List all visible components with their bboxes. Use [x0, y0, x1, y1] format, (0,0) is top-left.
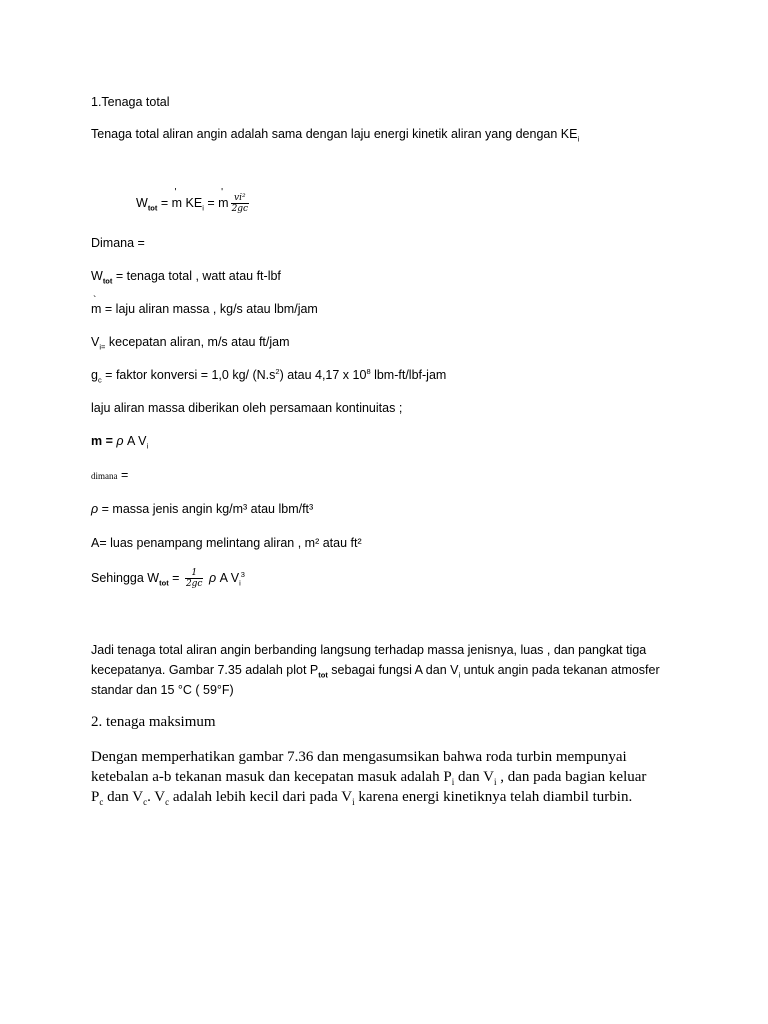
formula-m: m = ρ A $V_i$: [91, 434, 149, 451]
paragraph-jadi: Jadi tenaga total aliran angin berbanding langsung terhadap massa jenisnya, luas , dan pangkat tiga kecepatanya. Gambar 7.35 adalah plot $P_{tot}$ sebagai fungsi A dan $V_i$ untuk angin pada tekanan atmosfer standar dan 15 °C ( 59°F): [91, 643, 660, 697]
formula-sehingga: Sehingga $W_{tot}$ = $\frac{1}{2gc}$ ρ A $V_i^3$: [91, 568, 245, 590]
definition-m: ` m = laju aliran massa , kg/s atau lbm/jam: [91, 302, 318, 317]
m-dot-symbol: ` m: [91, 302, 101, 317]
definition-rho: ρ = massa jenis angin kg/m³ atau lbm/ft³: [91, 502, 314, 516]
fraction-1-2gc: $\frac{1}{2gc}$: [185, 568, 203, 590]
intro-paragraph: Tenaga total aliran angin adalah sama dengan laju energi kinetik aliran yang dengan $KE_i$: [91, 127, 580, 144]
m-dot-symbol: ' m: [218, 196, 228, 211]
definition-w-tot: $W_{tot}$ = tenaga total , watt atau ft-lbf: [91, 269, 281, 286]
definition-v: $V_{i=}$ kecepatan aliran, m/s atau ft/jam: [91, 335, 290, 352]
heading-tenaga-total: 1.Tenaga total: [91, 95, 170, 109]
definition-a: A= luas penampang melintang aliran , m² atau ft²: [91, 536, 362, 550]
formula-w-tot: $W_{tot}$ = ' m $KE_i$ = ' m $\frac{\text{vi²}}{2gc}$: [136, 193, 251, 215]
paragraph-dengan: Dengan memperhatikan gambar 7.36 dan mengasumsikan bahwa roda turbin mempunyai ketebalan a-b tekanan masuk dan kecepatan masuk adalah $P_i$ dan $V_i$ , dan pada bagian keluar $P_c$ dan $V_c$. $V_c$ adalah lebih kecil dari pada $V_i$ karena energi kinetiknya telah diambil turbin.: [91, 749, 647, 807]
heading-tenaga-maksimum: 2. tenaga maksimum: [91, 714, 216, 730]
dimana-small: dimana =: [91, 468, 129, 482]
definition-g: $g_c$ = faktor konversi = 1,0 kg/ $(N.s^2)$ atau 4,17 x $10^8$ lbm-ft/lbf-jam: [91, 366, 447, 385]
m-dot-symbol: ' m: [172, 196, 182, 211]
dimana-label: Dimana =: [91, 236, 145, 250]
kontinuitas-text: laju aliran massa diberikan oleh persamaan kontinuitas ;: [91, 401, 403, 415]
fraction-vi2-2gc: $\frac{\text{vi²}}{2gc}$: [231, 193, 249, 215]
